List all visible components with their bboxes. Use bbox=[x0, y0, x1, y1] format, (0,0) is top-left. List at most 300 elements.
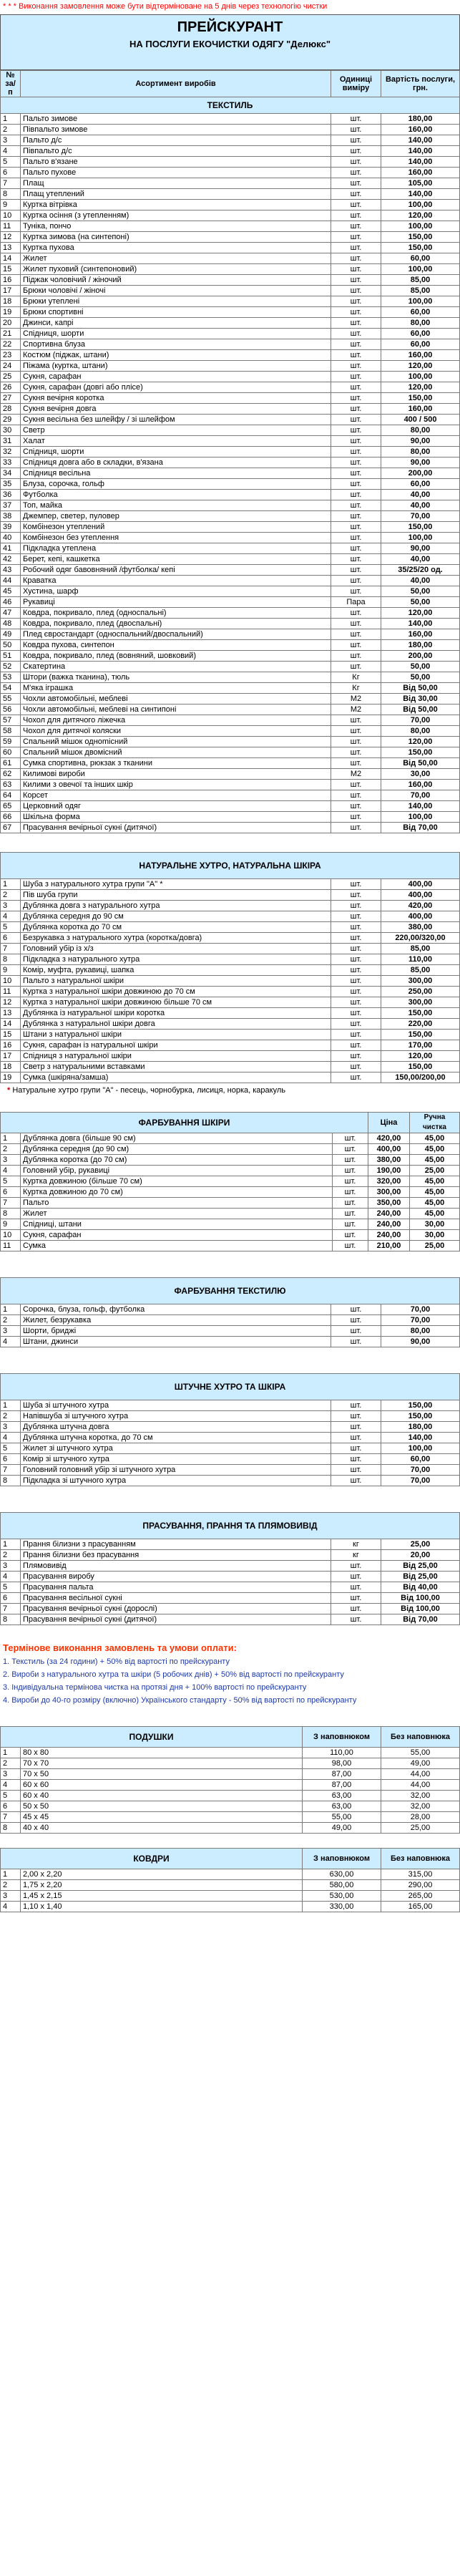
row-number: 36 bbox=[1, 490, 21, 500]
item-name: Дублянка штучна коротка, до 70 см bbox=[21, 1433, 331, 1443]
item-name: Сумка (шкіряна/замша) bbox=[21, 1072, 331, 1083]
unit: шт. bbox=[331, 1454, 381, 1465]
unit: шт. bbox=[331, 533, 381, 543]
price-with-filling: 63,00 bbox=[303, 1791, 381, 1801]
unit: Кг bbox=[331, 672, 381, 683]
price-with-filling: 110,00 bbox=[303, 1748, 381, 1758]
price: 70,00 bbox=[381, 1476, 459, 1486]
row-number: 16 bbox=[1, 275, 21, 286]
row-number: 51 bbox=[1, 651, 21, 662]
price: 80,00 bbox=[381, 447, 460, 457]
item-name: Ковдра, покривало, плед (вовняний, шовковий) bbox=[21, 651, 331, 662]
item-name: Піджак чоловічий / жіночий bbox=[21, 275, 331, 286]
item-name: Ковдра, покривало, плед (односпальні) bbox=[21, 608, 331, 619]
table-row bbox=[1, 189, 460, 200]
table-row bbox=[1, 307, 460, 318]
price: 80,00 bbox=[381, 318, 460, 329]
table-row bbox=[1, 1166, 460, 1176]
item-name: Куртка пухова bbox=[21, 243, 331, 253]
price: 150,00 bbox=[381, 393, 460, 404]
price: 160,00 bbox=[381, 404, 460, 415]
table-row bbox=[1, 1561, 460, 1572]
row-number: 5 bbox=[1, 1176, 21, 1187]
table-row bbox=[1, 1758, 460, 1769]
row-number: 14 bbox=[1, 253, 21, 264]
table-row bbox=[1, 1072, 460, 1083]
table-row bbox=[1, 1823, 460, 1834]
manual-price: 45,00 bbox=[410, 1133, 460, 1144]
price-without-filling: 55,00 bbox=[381, 1748, 460, 1758]
price: 70,00 bbox=[381, 1465, 459, 1476]
price: 140,00 bbox=[381, 146, 460, 157]
item-name: Краватка bbox=[21, 576, 331, 586]
price: 400,00 bbox=[381, 890, 459, 901]
price-with-filling: 98,00 bbox=[303, 1758, 381, 1769]
price: 400,00 bbox=[381, 911, 459, 922]
item-name: Чохол для дитячої коляски bbox=[21, 726, 331, 737]
price: 60,00 bbox=[381, 329, 460, 339]
table-row bbox=[1, 694, 460, 704]
unit: шт. bbox=[331, 522, 381, 533]
table-row bbox=[1, 1176, 460, 1187]
price-with-filling: 580,00 bbox=[303, 1880, 381, 1891]
manual-price: 45,00 bbox=[410, 1155, 460, 1166]
item-name: Джинси, капрі bbox=[21, 318, 331, 329]
unit: шт. bbox=[331, 747, 381, 758]
item-name: Футболка bbox=[21, 490, 331, 500]
item-name: Спальний мішок двомісний bbox=[21, 747, 331, 758]
table-row bbox=[1, 522, 460, 533]
price-without-filling: 165,00 bbox=[381, 1902, 460, 1912]
row-number: 52 bbox=[1, 662, 21, 672]
row-number: 1 bbox=[1, 879, 21, 890]
row-number: 3 bbox=[1, 1326, 21, 1337]
price: Від 50,00 bbox=[381, 758, 460, 769]
unit: шт. bbox=[331, 651, 381, 662]
table-row bbox=[1, 944, 460, 954]
item-name: Прасування виробу bbox=[21, 1572, 331, 1582]
price: 210,00 bbox=[368, 1241, 410, 1251]
row-number: 21 bbox=[1, 329, 21, 339]
price: Від 100,00 bbox=[381, 1604, 459, 1614]
row-number: 11 bbox=[1, 221, 21, 232]
row-number: 37 bbox=[1, 500, 21, 511]
blankets-with-header: З наповнюком bbox=[303, 1849, 381, 1869]
unit: шт. bbox=[331, 1040, 381, 1051]
manual-price: 45,00 bbox=[410, 1198, 460, 1209]
price: 420,00 bbox=[368, 1133, 410, 1144]
row-number: 7 bbox=[1, 1465, 21, 1476]
row-number: 20 bbox=[1, 318, 21, 329]
row-number: 49 bbox=[1, 629, 21, 640]
unit: шт. bbox=[331, 1019, 381, 1030]
page-title: ПРЕЙСКУРАНТ bbox=[177, 19, 283, 35]
unit: шт. bbox=[331, 500, 381, 511]
terms-item: 4. Вироби до 40-го розміру (включно) Українського стандарту - 50% від вартості по прейскуранту bbox=[3, 1696, 357, 1705]
price-without-filling: 44,00 bbox=[381, 1769, 460, 1780]
unit: шт. bbox=[331, 457, 381, 468]
price: 40,00 bbox=[381, 554, 460, 565]
item-name: Килими з овечої та інших шкір bbox=[21, 780, 331, 790]
table-row bbox=[1, 1219, 460, 1230]
table-row bbox=[1, 1241, 460, 1251]
price: 220,00/320,00 bbox=[381, 933, 459, 944]
table-row bbox=[1, 726, 460, 737]
row-number: 9 bbox=[1, 965, 21, 976]
price-with-filling: 630,00 bbox=[303, 1869, 381, 1880]
item-name: Рукавиці bbox=[21, 597, 331, 608]
item-name: Плямовивід bbox=[21, 1561, 331, 1572]
unit: шт. bbox=[331, 586, 381, 597]
row-number: 2 bbox=[1, 1550, 21, 1561]
table-row bbox=[1, 922, 460, 933]
table-row bbox=[1, 997, 460, 1008]
col-unit-header: Одиниці виміру bbox=[331, 71, 381, 97]
price: 200,00 bbox=[381, 468, 460, 479]
row-number: 6 bbox=[1, 1187, 21, 1198]
item-name: Дублянка середня до 90 см bbox=[21, 911, 331, 922]
unit: шт. bbox=[331, 243, 381, 253]
unit: шт. bbox=[331, 1422, 381, 1433]
row-number: 17 bbox=[1, 286, 21, 296]
table-row bbox=[1, 382, 460, 393]
table-row bbox=[1, 1476, 460, 1486]
table-row bbox=[1, 780, 460, 790]
price: Від 70,00 bbox=[381, 1614, 459, 1625]
price-with-filling: 530,00 bbox=[303, 1891, 381, 1902]
item-name: Дублянка коротка (до 70 см) bbox=[21, 1155, 333, 1166]
price: 100,00 bbox=[381, 1443, 459, 1454]
item-name: Брюки утеплені bbox=[21, 296, 331, 307]
table-row bbox=[1, 597, 460, 608]
table-row bbox=[1, 114, 460, 125]
item-name: Комбінезон без утеплення bbox=[21, 533, 331, 543]
table-row bbox=[1, 1880, 460, 1891]
item-name: Дублянка коротка до 70 см bbox=[21, 922, 331, 933]
price: 120,00 bbox=[381, 608, 460, 619]
price: 80,00 bbox=[381, 726, 460, 737]
table-row bbox=[1, 683, 460, 694]
price-header bbox=[0, 14, 460, 70]
table-row bbox=[1, 415, 460, 425]
price: 350,00 bbox=[368, 1198, 410, 1209]
price-with-filling: 87,00 bbox=[303, 1769, 381, 1780]
table-row bbox=[1, 1230, 460, 1241]
price: 100,00 bbox=[381, 221, 460, 232]
item-name: Напівшуба зі штучного хутра bbox=[21, 1411, 331, 1422]
row-number: 5 bbox=[1, 157, 21, 168]
row-number: 3 bbox=[1, 1891, 21, 1902]
terms-item: 2. Вироби з натурального хутра та шкіри (5 робочих днів) + 50% від вартості по прейскуранту bbox=[3, 1670, 344, 1679]
unit: шт. bbox=[331, 307, 381, 318]
price: 50,00 bbox=[381, 597, 460, 608]
table-row bbox=[1, 232, 460, 243]
item-name: Спідниця весільна bbox=[21, 468, 331, 479]
table-row bbox=[1, 1614, 460, 1625]
price: 170,00 bbox=[381, 1040, 459, 1051]
row-number: 63 bbox=[1, 780, 21, 790]
item-name: Куртка з натуральної шкіри довжиною до 70 см bbox=[21, 987, 331, 997]
unit: шт. bbox=[331, 415, 381, 425]
row-number: 30 bbox=[1, 425, 21, 436]
row-number: 7 bbox=[1, 1604, 21, 1614]
item-name: Піжама (куртка, штани) bbox=[21, 361, 331, 372]
price: 100,00 bbox=[381, 296, 460, 307]
item-name: Прасування весільної сукні bbox=[21, 1593, 331, 1604]
row-number: 26 bbox=[1, 382, 21, 393]
table-row bbox=[1, 372, 460, 382]
price: 105,00 bbox=[381, 178, 460, 189]
row-number: 28 bbox=[1, 404, 21, 415]
row-number: 59 bbox=[1, 737, 21, 747]
unit: шт. bbox=[332, 1166, 368, 1176]
manual-price: 45,00 bbox=[410, 1144, 460, 1155]
row-number: 61 bbox=[1, 758, 21, 769]
price: 240,00 bbox=[368, 1230, 410, 1241]
item-name: Сукня, сарафан із натуральної шкіри bbox=[21, 1040, 331, 1051]
unit: шт. bbox=[331, 221, 381, 232]
item-name: Безрукавка з натурального хутра (коротка/довга) bbox=[21, 933, 331, 944]
size: 70 х 70 bbox=[21, 1758, 303, 1769]
manual-price: 45,00 bbox=[410, 1187, 460, 1198]
row-number: 3 bbox=[1, 901, 21, 911]
row-number: 45 bbox=[1, 586, 21, 597]
unit: М2 bbox=[331, 694, 381, 704]
unit: шт. bbox=[331, 1304, 381, 1315]
price: 250,00 bbox=[381, 987, 459, 997]
row-number: 4 bbox=[1, 1337, 21, 1347]
size: 80 х 80 bbox=[21, 1748, 303, 1758]
price-without-filling: 290,00 bbox=[381, 1880, 460, 1891]
item-name: Прасування вечірньої сукні (дитячої) bbox=[21, 823, 331, 833]
item-name: Прасування вечірньої сукні (дорослі) bbox=[21, 1604, 331, 1614]
row-number: 1 bbox=[1, 1133, 21, 1144]
unit: шт. bbox=[331, 1572, 381, 1582]
unit: шт. bbox=[331, 1411, 381, 1422]
row-number: 3 bbox=[1, 135, 21, 146]
unit: шт. bbox=[331, 125, 381, 135]
table-row bbox=[1, 1769, 460, 1780]
unit: шт. bbox=[332, 1133, 368, 1144]
price: Від 50,00 bbox=[381, 683, 460, 694]
item-name: Спортивна блуза bbox=[21, 339, 331, 350]
item-name: Спідниця, шорти bbox=[21, 447, 331, 457]
price: 70,00 bbox=[381, 1315, 459, 1326]
price: 140,00 bbox=[381, 801, 460, 812]
item-name: Дублянка з натуральної шкіри довга bbox=[21, 1019, 331, 1030]
table-row bbox=[1, 1315, 460, 1326]
item-name: Спідниця, шорти bbox=[21, 329, 331, 339]
table-row bbox=[1, 1040, 460, 1051]
table-row bbox=[1, 576, 460, 586]
row-number: 6 bbox=[1, 1593, 21, 1604]
price: 50,00 bbox=[381, 662, 460, 672]
price-without-filling: 44,00 bbox=[381, 1780, 460, 1791]
fur-note-text: Натуральне хутро групи "А" - песець, чорнобурка, лисиця, норка, каракуль bbox=[12, 1086, 286, 1095]
item-name: Сумка спортивна, рюкзак з тканини bbox=[21, 758, 331, 769]
table-row bbox=[1, 1062, 460, 1072]
price: Від 40,00 bbox=[381, 1582, 459, 1593]
item-name: Ковдра, покривало, плед (двоспальні) bbox=[21, 619, 331, 629]
price: 150,00 bbox=[381, 1062, 459, 1072]
item-name: Берет, кепі, кашкетка bbox=[21, 554, 331, 565]
price: 90,00 bbox=[381, 436, 460, 447]
item-name: Спідниця з натуральної шкіри bbox=[21, 1051, 331, 1062]
table-row bbox=[1, 1008, 460, 1019]
unit: шт. bbox=[331, 922, 381, 933]
row-number: 4 bbox=[1, 1166, 21, 1176]
row-number: 3 bbox=[1, 1155, 21, 1166]
unit: шт. bbox=[331, 318, 381, 329]
unit: шт. bbox=[331, 901, 381, 911]
row-number: 16 bbox=[1, 1040, 21, 1051]
unit: шт. bbox=[331, 425, 381, 436]
row-number: 53 bbox=[1, 672, 21, 683]
price: 70,00 bbox=[381, 511, 460, 522]
unit: шт. bbox=[331, 737, 381, 747]
item-name: Брюки чоловічі / жіночі bbox=[21, 286, 331, 296]
terms-item: 1. Текстиль (за 24 години) + 50% від вартості по прейскуранту bbox=[3, 1657, 230, 1666]
item-name: Комбінезон утеплений bbox=[21, 522, 331, 533]
price-without-filling: 49,00 bbox=[381, 1758, 460, 1769]
item-name: Пальто зимове bbox=[21, 114, 331, 125]
price: 100,00 bbox=[381, 264, 460, 275]
item-name: Жилет зі штучного хутра bbox=[21, 1443, 331, 1454]
row-number: 44 bbox=[1, 576, 21, 586]
unit: шт. bbox=[331, 264, 381, 275]
dye-textile-table bbox=[0, 1277, 460, 1347]
unit: шт. bbox=[331, 933, 381, 944]
table-row bbox=[1, 1155, 460, 1166]
price: 320,00 bbox=[368, 1176, 410, 1187]
item-name: Сукня весільна без шлейфу / зі шлейфом bbox=[21, 415, 331, 425]
price: 300,00 bbox=[381, 976, 459, 987]
row-number: 4 bbox=[1, 1902, 21, 1912]
table-row bbox=[1, 178, 460, 189]
unit: шт. bbox=[331, 1443, 381, 1454]
row-number: 9 bbox=[1, 1219, 21, 1230]
table-row bbox=[1, 1550, 460, 1561]
row-number: 5 bbox=[1, 922, 21, 933]
price: 150,00 bbox=[381, 232, 460, 243]
price: 150,00 bbox=[381, 1400, 459, 1411]
table-row bbox=[1, 393, 460, 404]
section-title-ironing: ПРАСУВАННЯ, ПРАННЯ ТА ПЛЯМОВИВІД bbox=[1, 1513, 460, 1539]
price-without-filling: 265,00 bbox=[381, 1891, 460, 1902]
table-row bbox=[1, 1209, 460, 1219]
item-name: Жилет, безрукавка bbox=[21, 1315, 331, 1326]
price: 60,00 bbox=[381, 479, 460, 490]
price: 40,00 bbox=[381, 576, 460, 586]
row-number: 1 bbox=[1, 114, 21, 125]
unit: шт. bbox=[331, 200, 381, 210]
unit: шт. bbox=[331, 1582, 381, 1593]
row-number: 27 bbox=[1, 393, 21, 404]
blankets-without-header: Без наповнюка bbox=[381, 1849, 460, 1869]
item-name: Светр bbox=[21, 425, 331, 436]
table-row bbox=[1, 1604, 460, 1614]
price: Від 30,00 bbox=[381, 694, 460, 704]
item-name: Ковдра пухова, синтепон bbox=[21, 640, 331, 651]
row-number: 58 bbox=[1, 726, 21, 737]
row-number: 2 bbox=[1, 1315, 21, 1326]
row-number: 12 bbox=[1, 997, 21, 1008]
row-number: 8 bbox=[1, 1209, 21, 1219]
row-number: 11 bbox=[1, 987, 21, 997]
row-number: 42 bbox=[1, 554, 21, 565]
unit: М2 bbox=[331, 769, 381, 780]
row-number: 7 bbox=[1, 1198, 21, 1209]
unit: шт. bbox=[331, 965, 381, 976]
table-row bbox=[1, 965, 460, 976]
table-row bbox=[1, 200, 460, 210]
item-name: Дублянка середня (до 90 см) bbox=[21, 1144, 333, 1155]
table-row bbox=[1, 812, 460, 823]
row-number: 7 bbox=[1, 1812, 21, 1823]
row-number: 43 bbox=[1, 565, 21, 576]
unit: шт. bbox=[331, 232, 381, 243]
row-number: 64 bbox=[1, 790, 21, 801]
row-number: 1 bbox=[1, 1400, 21, 1411]
unit: Пара bbox=[331, 597, 381, 608]
row-number: 5 bbox=[1, 1443, 21, 1454]
item-name: Джемпер, светер, пуловер bbox=[21, 511, 331, 522]
row-number: 65 bbox=[1, 801, 21, 812]
unit: шт. bbox=[331, 135, 381, 146]
dye-leather-table bbox=[0, 1112, 460, 1251]
row-number: 2 bbox=[1, 890, 21, 901]
item-name: Плед євростандарт (односпальний/двоспальний) bbox=[21, 629, 331, 640]
item-name: Корсет bbox=[21, 790, 331, 801]
item-name: Комір, муфта, рукавиці, шапка bbox=[21, 965, 331, 976]
item-name: Плащ bbox=[21, 178, 331, 189]
price: 140,00 bbox=[381, 189, 460, 200]
item-name: Пальто в'язане bbox=[21, 157, 331, 168]
item-name: Куртка осіння (з утепленням) bbox=[21, 210, 331, 221]
fur-note: * Натуральне хутро групи "А" - песець, чорнобурка, лисиця, норка, каракуль bbox=[7, 1086, 286, 1095]
table-row bbox=[1, 565, 460, 576]
table-row bbox=[1, 1902, 460, 1912]
price-without-filling: 25,00 bbox=[381, 1823, 460, 1834]
unit: шт. bbox=[331, 640, 381, 651]
unit: шт. bbox=[331, 178, 381, 189]
item-name: Сорочка, блуза, гольф, футболка bbox=[21, 1304, 331, 1315]
pillows-without-header: Без наповнюка bbox=[381, 1727, 460, 1748]
price: 90,00 bbox=[381, 1337, 459, 1347]
unit: шт. bbox=[331, 608, 381, 619]
item-name: Плащ утеплений bbox=[21, 189, 331, 200]
unit: шт. bbox=[331, 436, 381, 447]
item-name: Головний убір, рукавиці bbox=[21, 1166, 333, 1176]
row-number: 5 bbox=[1, 1582, 21, 1593]
table-row bbox=[1, 987, 460, 997]
size: 50 х 50 bbox=[21, 1801, 303, 1812]
row-number: 10 bbox=[1, 1230, 21, 1241]
item-name: Спальний мішок однomісний bbox=[21, 737, 331, 747]
price: 50,00 bbox=[381, 586, 460, 597]
item-name: Пальто з натуральної шкіри bbox=[21, 976, 331, 987]
row-number: 6 bbox=[1, 1454, 21, 1465]
table-row bbox=[1, 954, 460, 965]
unit: шт. bbox=[331, 726, 381, 737]
row-number: 6 bbox=[1, 1801, 21, 1812]
row-number: 15 bbox=[1, 1030, 21, 1040]
table-row bbox=[1, 1144, 460, 1155]
unit: шт. bbox=[331, 976, 381, 987]
table-row bbox=[1, 1400, 460, 1411]
item-name: Пiвпальто д/с bbox=[21, 146, 331, 157]
table-row bbox=[1, 737, 460, 747]
